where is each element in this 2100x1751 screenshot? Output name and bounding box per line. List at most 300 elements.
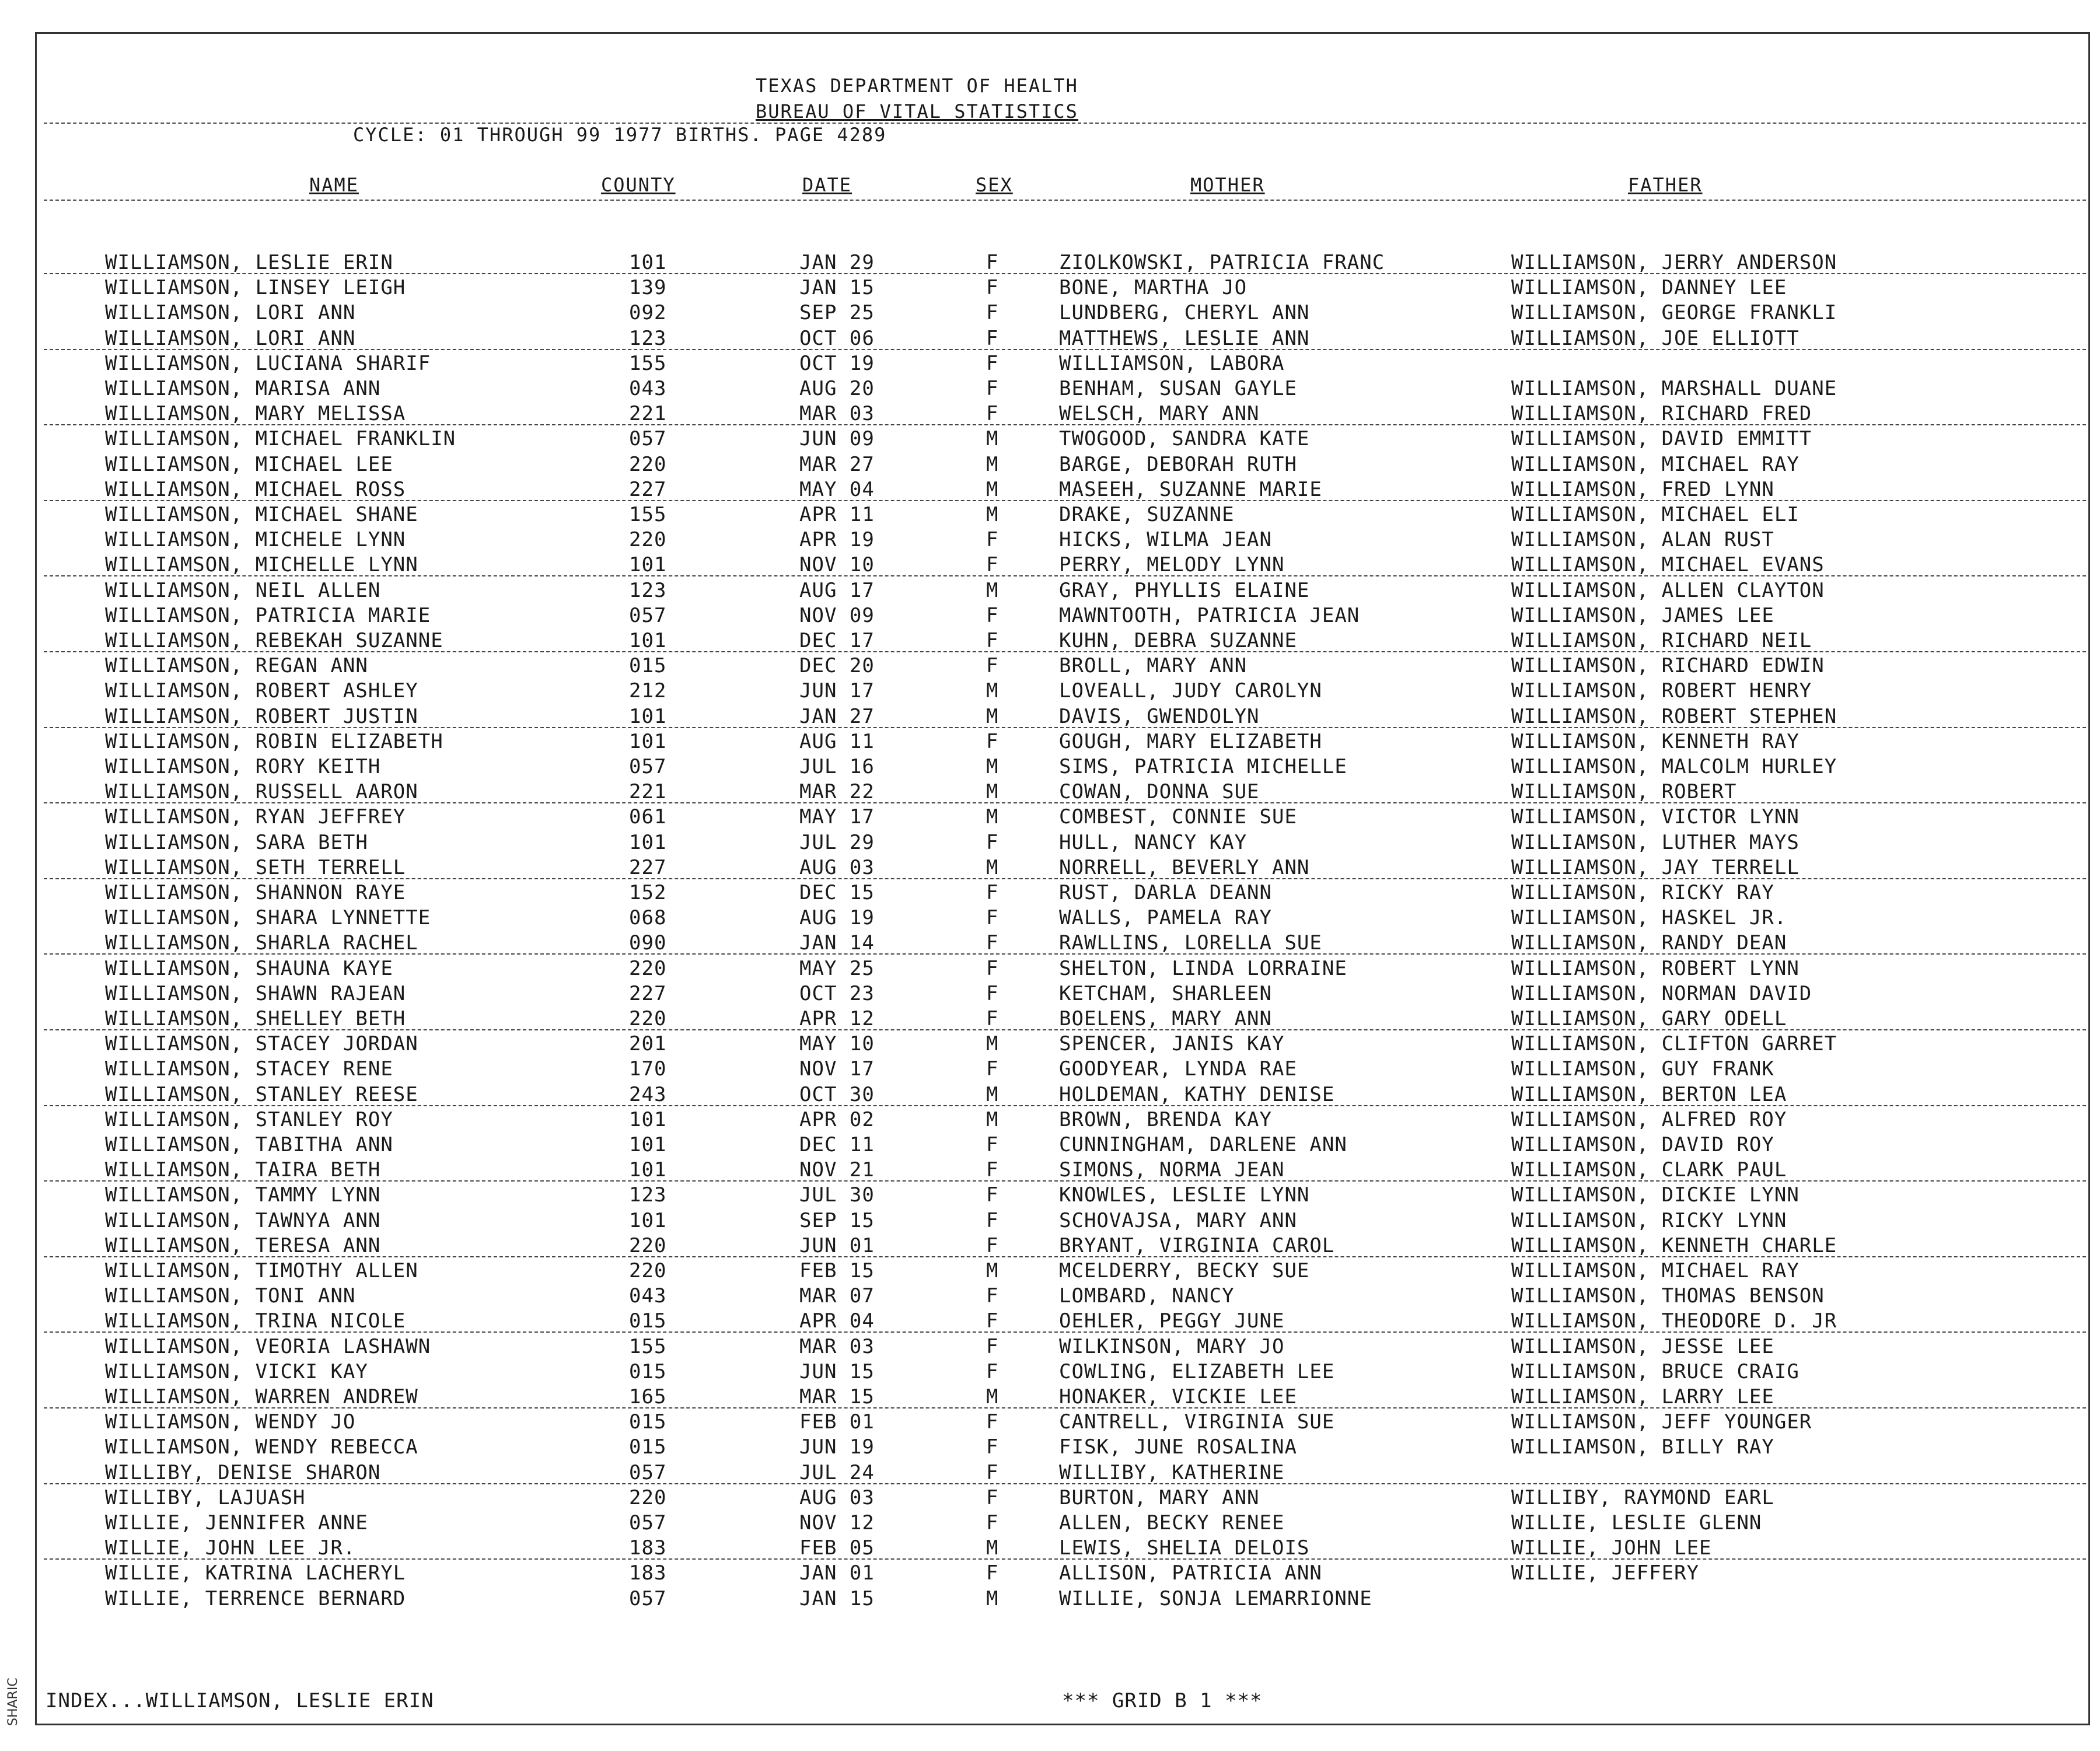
record-date: APR 19 — [799, 528, 875, 552]
side-label-text: SHARIC — [6, 1677, 20, 1726]
record-name: WILLIAMSON, SHAWN RAJEAN — [105, 981, 406, 1005]
record-row — [0, 856, 2100, 881]
record-name: WILLIAMSON, MICHAEL FRANKLIN — [105, 427, 456, 451]
record-row — [0, 1536, 2100, 1561]
record-sex: F — [986, 729, 999, 753]
record-name: WILLIAMSON, NEIL ALLEN — [105, 578, 381, 602]
record-sex: F — [986, 1435, 999, 1459]
record-mother: SCHOVAJSA, MARY ANN — [1059, 1208, 1297, 1232]
row-separator — [44, 1558, 2086, 1560]
record-county: 101 — [629, 1158, 667, 1182]
record-sex: F — [986, 1460, 999, 1484]
record-county: 015 — [629, 1410, 667, 1434]
record-row — [0, 453, 2100, 478]
record-date: APR 12 — [799, 1007, 875, 1030]
record-row — [0, 1032, 2100, 1057]
footer-index: INDEX...WILLIAMSON, LESLIE ERIN — [46, 1689, 434, 1712]
record-name: WILLIAMSON, WENDY JO — [105, 1410, 356, 1434]
record-name: WILLIAMSON, TAIRA BETH — [105, 1158, 381, 1182]
record-date: OCT 06 — [799, 326, 875, 350]
row-separator — [44, 1029, 2086, 1030]
record-county: 101 — [629, 553, 667, 577]
record-county: 015 — [629, 1309, 667, 1333]
record-mother: WALLS, PAMELA RAY — [1059, 906, 1272, 930]
record-father: WILLIAMSON, MICHAEL EVANS — [1511, 553, 1825, 577]
record-name: WILLIAMSON, ROBIN ELIZABETH — [105, 729, 443, 753]
record-sex: F — [986, 276, 999, 300]
record-row — [0, 1486, 2100, 1511]
record-mother: MASEEH, SUZANNE MARIE — [1059, 477, 1322, 501]
record-name: WILLIAMSON, PATRICIA MARIE — [105, 603, 431, 627]
record-date: MAR 07 — [799, 1284, 875, 1308]
record-sex: M — [986, 805, 999, 829]
record-row — [0, 1007, 2100, 1032]
record-date: OCT 30 — [799, 1082, 875, 1106]
record-row — [0, 377, 2100, 402]
record-sex: M — [986, 1536, 999, 1560]
record-row — [0, 1587, 2100, 1612]
record-sex: M — [986, 1385, 999, 1409]
record-mother: RAWLLINS, LORELLA SUE — [1059, 931, 1322, 955]
record-row — [0, 957, 2100, 982]
record-county: 057 — [629, 427, 667, 451]
record-sex: M — [986, 1259, 999, 1282]
record-row — [0, 1435, 2100, 1460]
record-county: 221 — [629, 780, 667, 804]
record-father: WILLIAMSON, GARY ODELL — [1511, 1007, 1787, 1030]
record-mother: NORRELL, BEVERLY ANN — [1059, 855, 1310, 879]
record-mother: BONE, MARTHA JO — [1059, 276, 1248, 300]
record-mother: MATTHEWS, LESLIE ANN — [1059, 326, 1310, 350]
record-name: WILLIAMSON, SHARLA RACHEL — [105, 931, 418, 955]
record-mother: BOELENS, MARY ANN — [1059, 1007, 1272, 1030]
row-separator — [44, 1331, 2086, 1333]
record-mother: CANTRELL, VIRGINIA SUE — [1059, 1410, 1335, 1434]
record-date: JAN 01 — [799, 1561, 875, 1585]
record-sex: F — [986, 377, 999, 400]
record-date: NOV 17 — [799, 1057, 875, 1081]
record-date: JAN 27 — [799, 704, 875, 728]
record-sex: F — [986, 351, 999, 375]
record-row — [0, 604, 2100, 629]
row-separator — [44, 1483, 2086, 1484]
record-county: 212 — [629, 679, 667, 703]
record-sex: F — [986, 1561, 999, 1585]
record-row — [0, 705, 2100, 730]
record-row — [0, 301, 2100, 326]
record-name: WILLIAMSON, TIMOTHY ALLEN — [105, 1259, 418, 1282]
record-county: 165 — [629, 1385, 667, 1409]
record-father: WILLIAMSON, HASKEL JR. — [1511, 906, 1787, 930]
record-father: WILLIAMSON, DAVID ROY — [1511, 1133, 1774, 1156]
column-header-sex: SEX — [976, 174, 1013, 196]
record-row — [0, 553, 2100, 578]
record-sex: F — [986, 1158, 999, 1182]
record-county: 057 — [629, 1586, 667, 1610]
record-sex: M — [986, 755, 999, 778]
record-sex: F — [986, 326, 999, 350]
record-date: APR 02 — [799, 1107, 875, 1131]
record-date: SEP 15 — [799, 1208, 875, 1232]
record-sex: F — [986, 956, 999, 980]
record-date: AUG 20 — [799, 377, 875, 400]
record-county: 220 — [629, 1259, 667, 1282]
record-row — [0, 931, 2100, 956]
record-county: 043 — [629, 377, 667, 400]
record-row — [0, 755, 2100, 780]
record-date: MAY 25 — [799, 956, 875, 980]
record-date: APR 04 — [799, 1309, 875, 1333]
record-date: JUN 19 — [799, 1435, 875, 1459]
record-father: WILLIAMSON, MICHAEL RAY — [1511, 1259, 1799, 1282]
record-county: 015 — [629, 1359, 667, 1383]
record-father: WILLIAMSON, ALAN RUST — [1511, 528, 1774, 552]
record-name: WILLIAMSON, STANLEY REESE — [105, 1082, 418, 1106]
record-father: WILLIAMSON, THOMAS BENSON — [1511, 1284, 1825, 1308]
record-date: FEB 05 — [799, 1536, 875, 1560]
record-sex: F — [986, 1359, 999, 1383]
record-row — [0, 276, 2100, 301]
record-date: DEC 17 — [799, 629, 875, 652]
record-father: WILLIAMSON, RICKY RAY — [1511, 881, 1774, 904]
record-date: NOV 10 — [799, 553, 875, 577]
column-header-mother: MOTHER — [1190, 174, 1265, 196]
record-mother: MCELDERRY, BECKY SUE — [1059, 1259, 1310, 1282]
record-father: WILLIAMSON, RICHARD NEIL — [1511, 629, 1812, 652]
record-name: WILLIAMSON, TONI ANN — [105, 1284, 356, 1308]
record-name: WILLIAMSON, SETH TERRELL — [105, 855, 406, 879]
record-sex: F — [986, 830, 999, 854]
record-mother: RUST, DARLA DEANN — [1059, 881, 1272, 904]
record-mother: GOUGH, MARY ELIZABETH — [1059, 729, 1322, 753]
column-header-date: DATE — [802, 174, 852, 196]
record-mother: LOMBARD, NANCY — [1059, 1284, 1235, 1308]
header-divider — [44, 123, 2086, 124]
record-mother: PERRY, MELODY LYNN — [1059, 553, 1285, 577]
record-date: FEB 01 — [799, 1410, 875, 1434]
row-separator — [44, 500, 2086, 501]
record-date: AUG 03 — [799, 855, 875, 879]
record-date: DEC 20 — [799, 654, 875, 678]
row-separator — [44, 878, 2086, 879]
record-name: WILLIAMSON, WENDY REBECCA — [105, 1435, 418, 1459]
column-header-name: NAME — [309, 174, 359, 196]
record-mother: CUNNINGHAM, DARLENE ANN — [1059, 1133, 1347, 1156]
record-father: WILLIAMSON, KENNETH RAY — [1511, 729, 1799, 753]
record-mother: BROLL, MARY ANN — [1059, 654, 1248, 678]
record-county: 220 — [629, 1007, 667, 1030]
record-date: DEC 11 — [799, 1133, 875, 1156]
record-sex: F — [986, 931, 999, 955]
record-date: JUL 24 — [799, 1460, 875, 1484]
record-name: WILLIAMSON, MICHELE LYNN — [105, 528, 406, 552]
record-father: WILLIAMSON, ALLEN CLAYTON — [1511, 578, 1825, 602]
record-date: NOV 21 — [799, 1158, 875, 1182]
record-row — [0, 1259, 2100, 1284]
record-row — [0, 1561, 2100, 1586]
record-date: OCT 23 — [799, 981, 875, 1005]
record-father: WILLIAMSON, RANDY DEAN — [1511, 931, 1787, 955]
record-row — [0, 629, 2100, 654]
record-name: WILLIAMSON, RYAN JEFFREY — [105, 805, 406, 829]
record-county: 227 — [629, 855, 667, 879]
record-sex: F — [986, 301, 999, 325]
column-header-divider — [44, 200, 2086, 201]
row-separator — [44, 349, 2086, 350]
record-father: WILLIAMSON, JAY TERRELL — [1511, 855, 1799, 879]
record-name: WILLIAMSON, TABITHA ANN — [105, 1133, 393, 1156]
record-sex: M — [986, 503, 999, 526]
record-mother: KETCHAM, SHARLEEN — [1059, 981, 1272, 1005]
record-father: WILLIAMSON, LARRY LEE — [1511, 1385, 1774, 1409]
record-father: WILLIAMSON, JESSE LEE — [1511, 1334, 1774, 1358]
record-mother: WELSCH, MARY ANN — [1059, 402, 1260, 426]
record-row — [0, 503, 2100, 528]
record-father: WILLIAMSON, FRED LYNN — [1511, 477, 1774, 501]
record-county: 057 — [629, 603, 667, 627]
record-father: WILLIAMSON, RICHARD FRED — [1511, 402, 1812, 426]
record-sex: F — [986, 1334, 999, 1358]
record-name: WILLIBY, DENISE SHARON — [105, 1460, 381, 1484]
record-date: AUG 19 — [799, 906, 875, 930]
record-date: JUL 30 — [799, 1183, 875, 1207]
record-county: 155 — [629, 1334, 667, 1358]
record-name: WILLIAMSON, STANLEY ROY — [105, 1107, 393, 1131]
record-county: 243 — [629, 1082, 667, 1106]
record-father: WILLIAMSON, ALFRED ROY — [1511, 1107, 1787, 1131]
record-name: WILLIAMSON, LUCIANA SHARIF — [105, 351, 431, 375]
record-name: WILLIAMSON, MICHELLE LYNN — [105, 553, 418, 577]
record-sex: F — [986, 528, 999, 552]
record-father: WILLIAMSON, BRUCE CRAIG — [1511, 1359, 1799, 1383]
record-county: 101 — [629, 251, 667, 274]
record-name: WILLIAMSON, LESLIE ERIN — [105, 251, 393, 274]
record-row — [0, 528, 2100, 553]
record-date: JUN 17 — [799, 679, 875, 703]
record-county: 139 — [629, 276, 667, 300]
record-sex: M — [986, 427, 999, 451]
record-county: 220 — [629, 452, 667, 476]
record-row — [0, 831, 2100, 856]
record-county: 170 — [629, 1057, 667, 1081]
record-mother: WILKINSON, MARY JO — [1059, 1334, 1285, 1358]
record-name: WILLIAMSON, SHELLEY BETH — [105, 1007, 406, 1030]
record-row — [0, 402, 2100, 427]
row-separator — [44, 953, 2086, 955]
record-father: WILLIAMSON, MALCOLM HURLEY — [1511, 755, 1837, 778]
record-sex: F — [986, 881, 999, 904]
record-father: WILLIAMSON, RICHARD EDWIN — [1511, 654, 1825, 678]
record-mother: BURTON, MARY ANN — [1059, 1486, 1260, 1509]
record-name: WILLIAMSON, SHANNON RAYE — [105, 881, 406, 904]
record-name: WILLIAMSON, STACEY JORDAN — [105, 1032, 418, 1056]
record-row — [0, 1284, 2100, 1309]
record-father: WILLIAMSON, ROBERT HENRY — [1511, 679, 1812, 703]
record-mother: GOODYEAR, LYNDA RAE — [1059, 1057, 1297, 1081]
record-sex: M — [986, 704, 999, 728]
header-cycle: CYCLE: 01 THROUGH 99 1977 BIRTHS. PAGE 4289 — [353, 124, 887, 146]
record-date: JUN 15 — [799, 1359, 875, 1383]
record-mother: SIMONS, NORMA JEAN — [1059, 1158, 1285, 1182]
record-sex: M — [986, 1082, 999, 1106]
record-mother: COWLING, ELIZABETH LEE — [1059, 1359, 1335, 1383]
record-name: WILLIAMSON, WARREN ANDREW — [105, 1385, 418, 1409]
record-county: 057 — [629, 755, 667, 778]
record-mother: SIMS, PATRICIA MICHELLE — [1059, 755, 1347, 778]
record-county: 123 — [629, 578, 667, 602]
record-name: WILLIAMSON, REBEKAH SUZANNE — [105, 629, 443, 652]
record-county: 152 — [629, 881, 667, 904]
record-father: WILLIAMSON, VICTOR LYNN — [1511, 805, 1799, 829]
record-father: WILLIAMSON, ROBERT LYNN — [1511, 956, 1799, 980]
record-county: 101 — [629, 1208, 667, 1232]
record-father: WILLIAMSON, NORMAN DAVID — [1511, 981, 1812, 1005]
row-separator — [44, 1407, 2086, 1409]
record-name: WILLIAMSON, MARY MELISSA — [105, 402, 406, 426]
record-mother: SPENCER, JANIS KAY — [1059, 1032, 1285, 1056]
record-name: WILLIAMSON, REGAN ANN — [105, 654, 368, 678]
record-name: WILLIBY, LAJUASH — [105, 1486, 306, 1509]
record-mother: ALLEN, BECKY RENEE — [1059, 1511, 1285, 1535]
record-name: WILLIAMSON, VICKI KAY — [105, 1359, 368, 1383]
record-date: MAR 15 — [799, 1385, 875, 1409]
record-county: 220 — [629, 1486, 667, 1509]
record-row — [0, 730, 2100, 755]
record-county: 061 — [629, 805, 667, 829]
record-date: JAN 29 — [799, 251, 875, 274]
record-father: WILLIAMSON, CLARK PAUL — [1511, 1158, 1787, 1182]
record-row — [0, 1309, 2100, 1334]
record-county: 220 — [629, 528, 667, 552]
record-county: 227 — [629, 477, 667, 501]
header-bureau: BUREAU OF VITAL STATISTICS — [756, 100, 1078, 123]
record-name: WILLIAMSON, SHARA LYNNETTE — [105, 906, 431, 930]
record-father: WILLIE, JEFFERY — [1511, 1561, 1700, 1585]
record-county: 068 — [629, 906, 667, 930]
record-county: 220 — [629, 956, 667, 980]
record-row — [0, 679, 2100, 704]
record-mother: BROWN, BRENDA KAY — [1059, 1107, 1272, 1131]
record-sex: F — [986, 1057, 999, 1081]
record-father: WILLIAMSON, MICHAEL RAY — [1511, 452, 1799, 476]
record-sex: F — [986, 1133, 999, 1156]
record-county: 101 — [629, 729, 667, 753]
record-mother: FISK, JUNE ROSALINA — [1059, 1435, 1297, 1459]
record-mother: DRAKE, SUZANNE — [1059, 503, 1235, 526]
row-separator — [44, 727, 2086, 728]
record-date: JAN 14 — [799, 931, 875, 955]
record-date: MAY 17 — [799, 805, 875, 829]
record-sex: F — [986, 654, 999, 678]
record-father: WILLIAMSON, JERRY ANDERSON — [1511, 251, 1837, 274]
record-father: WILLIAMSON, JEFF YOUNGER — [1511, 1410, 1812, 1434]
record-date: MAR 03 — [799, 1334, 875, 1358]
record-county: 183 — [629, 1536, 667, 1560]
record-row — [0, 654, 2100, 679]
footer-grid: *** GRID B 1 *** — [1062, 1689, 1263, 1712]
record-row — [0, 1158, 2100, 1183]
record-sex: M — [986, 578, 999, 602]
record-row — [0, 805, 2100, 830]
record-mother: TWOGOOD, SANDRA KATE — [1059, 427, 1310, 451]
header-agency: TEXAS DEPARTMENT OF HEALTH — [756, 75, 1078, 97]
side-label — [2, 1657, 26, 1727]
record-father: WILLIBY, RAYMOND EARL — [1511, 1486, 1774, 1509]
record-name: WILLIE, JOHN LEE JR. — [105, 1536, 356, 1560]
record-name: WILLIE, JENNIFER ANNE — [105, 1511, 368, 1535]
record-county: 123 — [629, 326, 667, 350]
record-sex: M — [986, 1032, 999, 1056]
row-separator — [44, 651, 2086, 652]
record-mother: ALLISON, PATRICIA ANN — [1059, 1561, 1322, 1585]
record-date: JUN 01 — [799, 1233, 875, 1257]
record-father: WILLIAMSON, DANNEY LEE — [1511, 276, 1787, 300]
record-father: WILLIAMSON, RICKY LYNN — [1511, 1208, 1787, 1232]
record-row — [0, 1234, 2100, 1259]
record-date: OCT 19 — [799, 351, 875, 375]
record-county: 227 — [629, 981, 667, 1005]
record-date: DEC 15 — [799, 881, 875, 904]
record-county: 183 — [629, 1561, 667, 1585]
record-mother: WILLIAMSON, LABORA — [1059, 351, 1285, 375]
record-date: JUL 16 — [799, 755, 875, 778]
record-row — [0, 579, 2100, 604]
record-name: WILLIAMSON, STACEY RENE — [105, 1057, 393, 1081]
record-mother: LOVEALL, JUDY CAROLYN — [1059, 679, 1322, 703]
record-sex: F — [986, 1233, 999, 1257]
column-header-county: COUNTY — [601, 174, 676, 196]
record-mother: KUHN, DEBRA SUZANNE — [1059, 629, 1297, 652]
record-row — [0, 1057, 2100, 1082]
record-father: WILLIAMSON, BERTON LEA — [1511, 1082, 1787, 1106]
record-sex: F — [986, 981, 999, 1005]
record-mother: HOLDEMAN, KATHY DENISE — [1059, 1082, 1335, 1106]
record-father: WILLIAMSON, ROBERT STEPHEN — [1511, 704, 1837, 728]
record-sex: F — [986, 553, 999, 577]
record-row — [0, 780, 2100, 805]
record-mother: GRAY, PHYLLIS ELAINE — [1059, 578, 1310, 602]
record-mother: COMBEST, CONNIE SUE — [1059, 805, 1297, 829]
record-county: 201 — [629, 1032, 667, 1056]
record-father: WILLIAMSON, DICKIE LYNN — [1511, 1183, 1799, 1207]
record-row — [0, 251, 2100, 276]
record-sex: F — [986, 402, 999, 426]
record-name: WILLIAMSON, SARA BETH — [105, 830, 368, 854]
record-row — [0, 881, 2100, 906]
record-sex: F — [986, 1309, 999, 1333]
record-sex: F — [986, 1208, 999, 1232]
record-row — [0, 1385, 2100, 1410]
record-father: WILLIAMSON, DAVID EMMITT — [1511, 427, 1812, 451]
record-name: WILLIAMSON, ROBERT JUSTIN — [105, 704, 418, 728]
record-father: WILLIAMSON, MICHAEL ELI — [1511, 503, 1799, 526]
record-father: WILLIAMSON, LUTHER MAYS — [1511, 830, 1799, 854]
record-father: WILLIAMSON, KENNETH CHARLE — [1511, 1233, 1837, 1257]
record-row — [0, 1083, 2100, 1108]
record-row — [0, 478, 2100, 503]
record-mother: SHELTON, LINDA LORRAINE — [1059, 956, 1347, 980]
record-mother: BENHAM, SUSAN GAYLE — [1059, 377, 1297, 400]
record-county: 090 — [629, 931, 667, 955]
record-mother: ZIOLKOWSKI, PATRICIA FRANC — [1059, 251, 1385, 274]
record-sex: F — [986, 603, 999, 627]
record-row — [0, 1108, 2100, 1133]
record-date: JUN 09 — [799, 427, 875, 451]
record-row — [0, 1360, 2100, 1385]
record-county: 101 — [629, 1107, 667, 1131]
record-father: WILLIAMSON, BILLY RAY — [1511, 1435, 1774, 1459]
record-name: WILLIAMSON, MICHAEL SHANE — [105, 503, 418, 526]
